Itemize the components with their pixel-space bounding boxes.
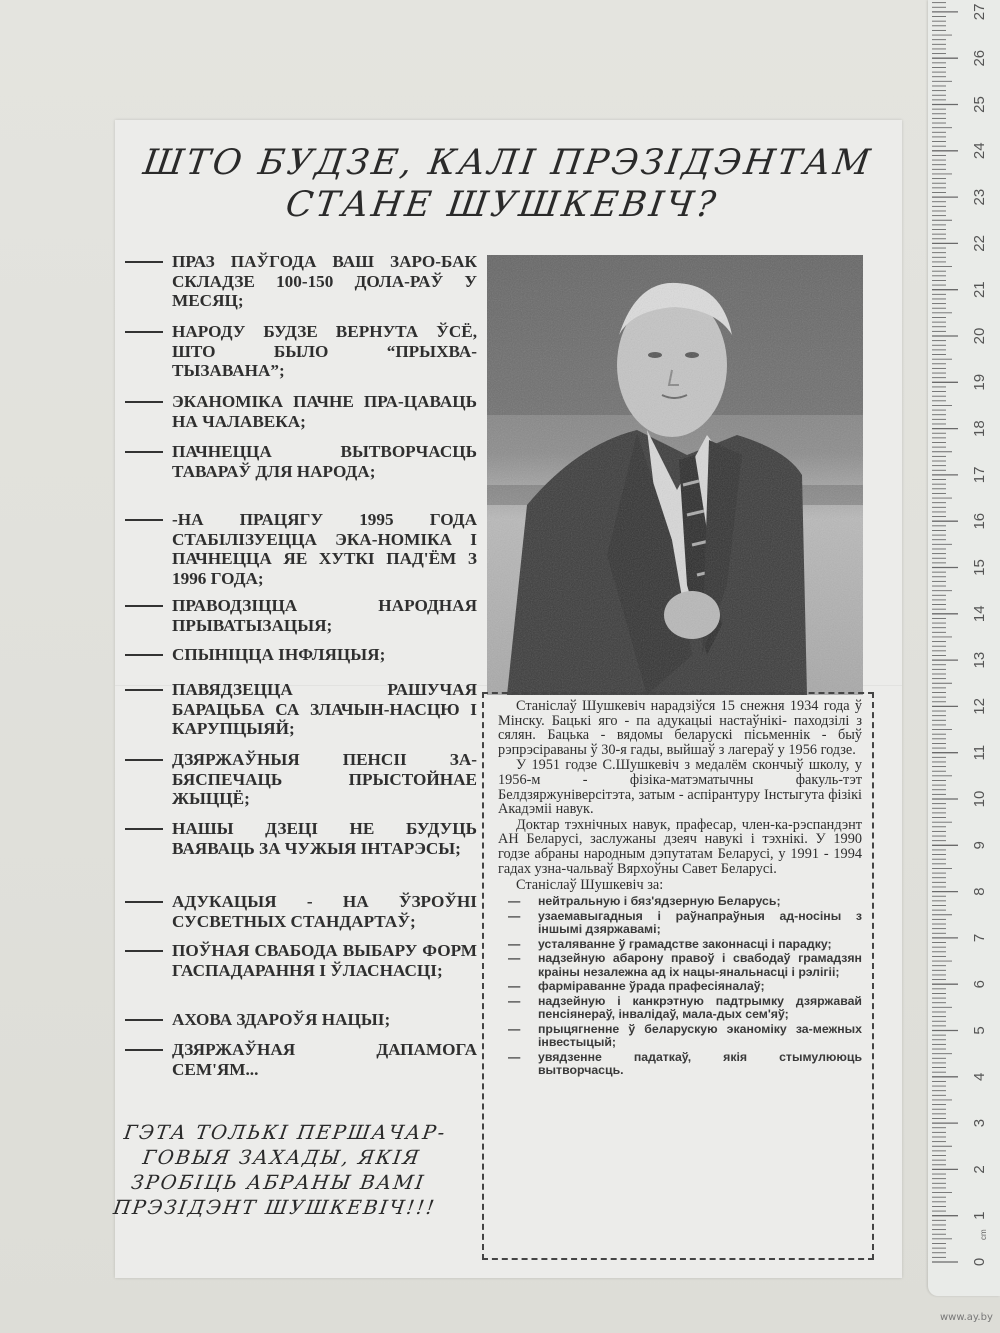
biography-paragraph: У 1951 годзе С.Шушкевіч з медалём скончыў школу, у 1956-м - фізіка-матэматычны факуль-тэт Белдзяржуніверсітэта, затым - аспірантуру Інстыгута фізікі Акадэміі навук. bbox=[498, 757, 862, 818]
promise-dash bbox=[125, 451, 163, 453]
ruler-label: 18 bbox=[970, 420, 988, 437]
platform-item bbox=[498, 1023, 862, 1050]
ruler-label: 3 bbox=[970, 1118, 988, 1128]
promise-text: ДЗЯРЖАЎНАЯ ДАПАМОГА СЕМ'ЯМ... bbox=[172, 1040, 477, 1079]
ruler-label: 4 bbox=[970, 1072, 988, 1081]
ruler-label: 10 bbox=[970, 790, 988, 808]
promise-text: СПЫНІЦЦА ІНФЛЯЦЫЯ; bbox=[172, 645, 386, 664]
dash-bullet-icon: — bbox=[508, 951, 521, 966]
dash-bullet-icon: — bbox=[508, 894, 521, 909]
biography-paragraph: Доктар тэхнічных навук, прафесар, член-ка-рэспандэнт АН Беларусі, заслужаны дзеяч навукі і тэхнікі. У 1990 годзе абраны народным дэпутатам Беларусі, у 1991 - 1994 гадах узна-чальваў Вярхоўны Савет Беларусі. bbox=[498, 816, 862, 877]
closing-statement: ГЭТА ТОЛЬКІ ПЕРШАЧАР-ГОВЫЯ ЗАХАДЫ, ЯКІЯ ЗРОБІЦЬ АБРАНЫ ВАМІ ПРЭЗІДЭНТ ШУШКЕВІЧ!!! bbox=[111, 1121, 448, 1219]
platform-item-text: увядзенне падаткаў, якія стымулююць вытворчасць. bbox=[538, 1049, 862, 1078]
ruler-label: 12 bbox=[970, 698, 988, 715]
platform-item bbox=[498, 980, 862, 994]
platform-item bbox=[498, 952, 862, 979]
portrait-photo bbox=[487, 255, 863, 695]
promise-text: НАРОДУ БУДЗЕ ВЕРНУТА ЎСЁ, ШТО БЫЛО “ПРЫХВА-ТЫЗАВАНА”; bbox=[172, 322, 477, 380]
promise-text: АХОВА ЗДАРОЎЯ НАЦЫІ; bbox=[172, 1010, 391, 1029]
leaflet-headline bbox=[129, 142, 881, 226]
promise-text: -НА ПРАЦЯГУ 1995 ГОДА СТАБІЛІЗУЕЦЦА ЭКА-НОМІКА І ПАЧНЕЦЦА ЯЕ ХУТКІ ПАД'ЁМ З 1996 ГОДА; bbox=[172, 510, 477, 588]
ruler-label: 25 bbox=[970, 96, 988, 113]
ruler-label: 13 bbox=[970, 651, 988, 669]
ruler-label: 14 bbox=[970, 605, 988, 623]
platform-item bbox=[498, 895, 862, 909]
ruler-label: 16 bbox=[970, 512, 988, 530]
ruler-label: 24 bbox=[970, 142, 988, 160]
measuring-ruler bbox=[928, 0, 1000, 1296]
biography-text bbox=[498, 699, 862, 876]
platform-item bbox=[498, 995, 862, 1022]
dash-bullet-icon: — bbox=[508, 993, 521, 1008]
ruler-label: 6 bbox=[970, 980, 988, 989]
ruler-label: 21 bbox=[970, 281, 988, 299]
promise-dash bbox=[125, 828, 163, 830]
platform-item-text: нейтральную і бяз'ядзерную Беларусь; bbox=[538, 894, 781, 909]
dash-bullet-icon: — bbox=[508, 908, 521, 923]
promise-text: ПРАЗ ПАЎГОДА ВАШ ЗАРО-БАК СКЛАДЗЕ 100-150 ДОЛА-РАЎ У МЕСЯЦ; bbox=[172, 252, 477, 310]
promise-dash bbox=[125, 689, 163, 691]
ruler-label: 2 bbox=[970, 1165, 988, 1174]
promise-dash bbox=[125, 519, 163, 521]
ruler-label: 17 bbox=[970, 466, 988, 484]
promise-dash bbox=[125, 950, 163, 952]
platform-item bbox=[498, 938, 862, 952]
ruler-label: 5 bbox=[970, 1026, 988, 1035]
promise-text: ПРАВОДЗІЦЦА НАРОДНАЯ ПРЫВАТЫЗАЦЫЯ; bbox=[172, 596, 477, 635]
dash-bullet-icon: — bbox=[508, 1021, 521, 1036]
promise-text: НАШЫ ДЗЕЦІ НЕ БУДУЦЬ ВАЯВАЦЬ ЗА ЧУЖЫЯ ІНТАРЭСЫ; bbox=[172, 819, 477, 858]
platform-item-text: надзейную і канкрэтную падтрымку дзяржавай пенсіянераў, інвалідаў, мала-дых сем'яў; bbox=[538, 993, 862, 1022]
promise-text: ПОЎНАЯ СВАБОДА ВЫБАРУ ФОРМ ГАСПАДАРАННЯ І ЎЛАСНАСЦІ; bbox=[172, 941, 477, 980]
promise-dash bbox=[125, 901, 163, 903]
platform-item-text: узаемавыгадныя і раўнапраўныя ад-носіны з іншымі дзяржавамі; bbox=[538, 908, 862, 937]
promise-text: ПАВЯДЗЕЦЦА РАШУЧАЯ БАРАЦЬБА СА ЗЛАЧЫН-НАСЦЮ І КАРУПЦЫЯЙ; bbox=[172, 680, 477, 738]
promise-text: АДУКАЦЫЯ - НА ЎЗРОЎНІ СУСВЕТНЫХ СТАНДАРТАЎ; bbox=[172, 892, 477, 931]
ruler-unit-label: cm bbox=[979, 1229, 988, 1240]
dash-bullet-icon: — bbox=[508, 936, 521, 951]
ruler-label: 26 bbox=[970, 49, 988, 67]
headline-line-1: ШТО БУДЗЕ, КАЛІ ПРЭЗІДЭНТАМ bbox=[140, 143, 876, 183]
promise-dash bbox=[125, 261, 163, 263]
ruler-label: 0 bbox=[970, 1257, 988, 1267]
ruler-label: 20 bbox=[970, 327, 988, 345]
ruler-label: 22 bbox=[970, 235, 988, 252]
promise-dash bbox=[125, 1019, 163, 1021]
promise-dash bbox=[125, 605, 163, 607]
ruler-label: 9 bbox=[970, 841, 988, 850]
promise-text: ДЗЯРЖАЎНЫЯ ПЕНСІІ ЗА-БЯСПЕЧАЦЬ ПРЫСТОЙНАЕ ЖЫЦЦЁ; bbox=[172, 750, 477, 808]
promise-dash bbox=[125, 331, 163, 333]
biography-paragraph: Станіслаў Шушкевіч нарадзіўся 15 снежня 1934 года ў Мінску. Бацькі яго - па адукацыі настаўнікі- паходзілі з сялян. Бацька - вядомы беларускі пісьменнік - быў рэпрэсіраваны ў 30-я гады, выйшаў з лагераў у 1956 годзе. bbox=[498, 698, 862, 758]
platform-item-text: усталяванне ў грамадстве законнасці і парадку; bbox=[538, 936, 832, 951]
ruler-label: 7 bbox=[970, 933, 988, 943]
promise-dash bbox=[125, 401, 163, 403]
ruler-label: 19 bbox=[970, 373, 988, 391]
platform-heading: Станіслаў Шушкевіч за: bbox=[516, 877, 664, 894]
site-watermark: www.ay.by bbox=[940, 1312, 993, 1323]
campaign-leaflet bbox=[111, 120, 902, 1278]
platform-item-text: прыцягненне ў беларускую эканоміку за-межных інвестыцый; bbox=[538, 1021, 862, 1050]
promise-dash bbox=[125, 759, 163, 761]
ruler-label: 15 bbox=[970, 559, 988, 576]
ruler-label: 1 bbox=[970, 1211, 988, 1220]
promise-text: ЭКАНОМІКА ПАЧНЕ ПРА-ЦАВАЦЬ НА ЧАЛАВЕКА; bbox=[172, 392, 477, 431]
biography-box bbox=[482, 692, 874, 1260]
platform-item-text: надзейную абарону правоў і свабодаў грамадзян краіны незалежна ад іх нацы-янальнасці і рэлігіі; bbox=[538, 951, 862, 979]
dash-bullet-icon: — bbox=[508, 1049, 521, 1064]
platform-item bbox=[498, 910, 862, 937]
ruler-label: 11 bbox=[970, 744, 988, 761]
ruler-label: 27 bbox=[970, 3, 988, 21]
promise-text: ПАЧНЕЦЦА ВЫТВОРЧАСЦЬ ТАВАРАЎ ДЛЯ НАРОДА; bbox=[172, 442, 477, 481]
promise-dash bbox=[125, 654, 163, 656]
portrait-image bbox=[487, 255, 863, 695]
dash-bullet-icon: — bbox=[508, 979, 521, 994]
platform-item-text: фарміраванне ўрада прафесіяналаў; bbox=[538, 979, 765, 994]
headline-line-2: СТАНЕ ШУШКЕВІЧ? bbox=[283, 185, 721, 225]
ruler-label: 23 bbox=[970, 188, 988, 206]
platform-list bbox=[498, 895, 862, 1078]
ruler-label: 8 bbox=[970, 887, 988, 896]
ruler-scale bbox=[928, 0, 1000, 1296]
platform-item bbox=[498, 1051, 862, 1078]
promise-dash bbox=[125, 1049, 163, 1051]
